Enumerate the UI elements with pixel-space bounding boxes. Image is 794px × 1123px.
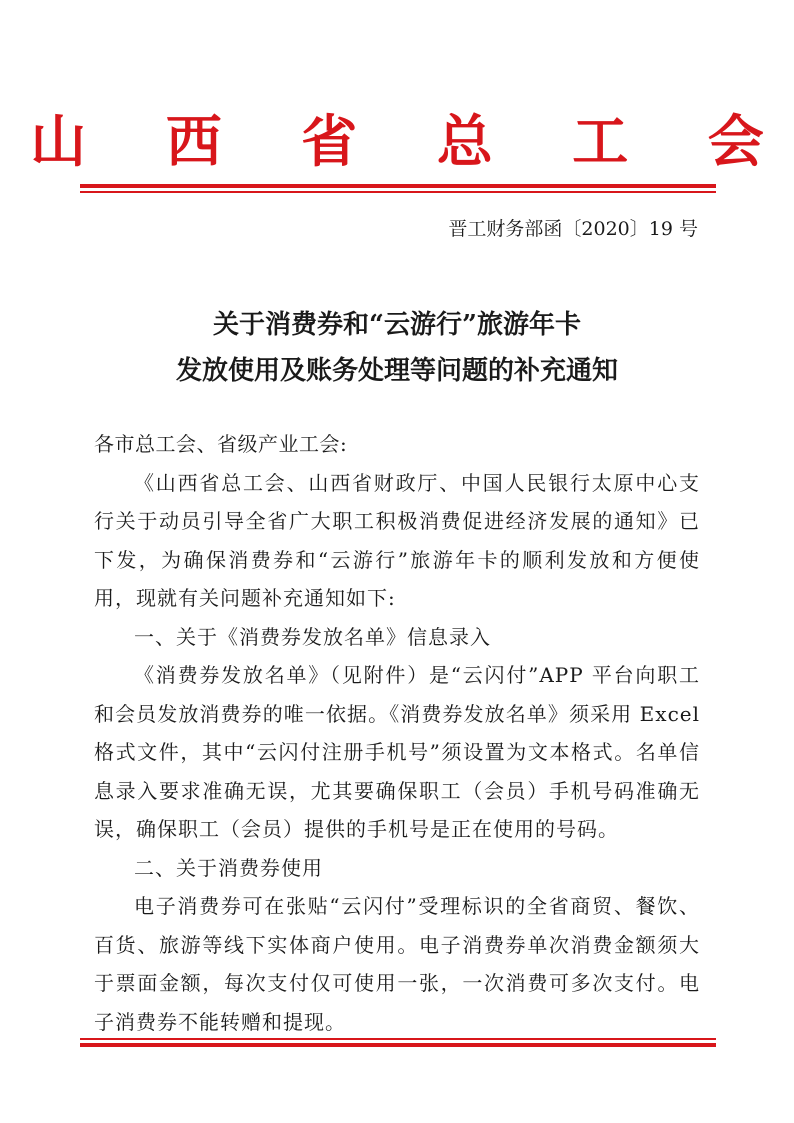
footer-rule-thick (80, 1043, 716, 1047)
body-paragraph: 《消费券发放名单》（见附件）是“云闪付”APP 平台向职工和会员发放消费券的唯一依据。《消费券发放名单》须采用 Excel 格式文件，其中“云闪付注册手机号”须设置为文本格式。名单信息录入要求准确无误，尤其要确保职工（会员）手机号码准确无误，确保职工（会员）提供的手机号是正在使用的号码。 (94, 663, 700, 841)
org-header-title: 山 西 省 总 工 会 (30, 109, 794, 175)
document-title (0, 302, 794, 394)
footer-rule-thin (80, 1038, 716, 1040)
document-title-line-2: 发放使用及账务处理等问题的补充通知 (175, 356, 618, 386)
header-rule-thick (80, 184, 716, 188)
document-number: 晋工财务部函〔2020〕19 号 (448, 218, 698, 240)
section-heading: 一、关于《消费券发放名单》信息录入 (134, 624, 491, 649)
salutation: 各市总工会、省级产业工会: (94, 432, 348, 456)
body-paragraph: 《山西省总工会、山西省财政厅、中国人民银行太原中心支行关于动员引导全省广大职工积极消费促进经济发展的通知》已下发，为确保消费券和“云游行”旅游年卡的顺利发放和方便使用，现就有关问题补充通知如下: (94, 470, 700, 610)
header-rule-thin (80, 191, 716, 193)
section-heading: 二、关于消费券使用 (134, 855, 323, 880)
document-title-line-1: 关于消费券和“云游行”旅游年卡 (213, 310, 581, 340)
body-paragraph: 电子消费券可在张贴“云闪付”受理标识的全省商贸、餐饮、百货、旅游等线下实体商户使用。电子消费券单次消费金额须大于票面金额，每次支付仅可使用一张，一次消费可多次支付。电子消费券不能转赠和提现。 (94, 894, 700, 1034)
document-body (94, 425, 700, 1041)
